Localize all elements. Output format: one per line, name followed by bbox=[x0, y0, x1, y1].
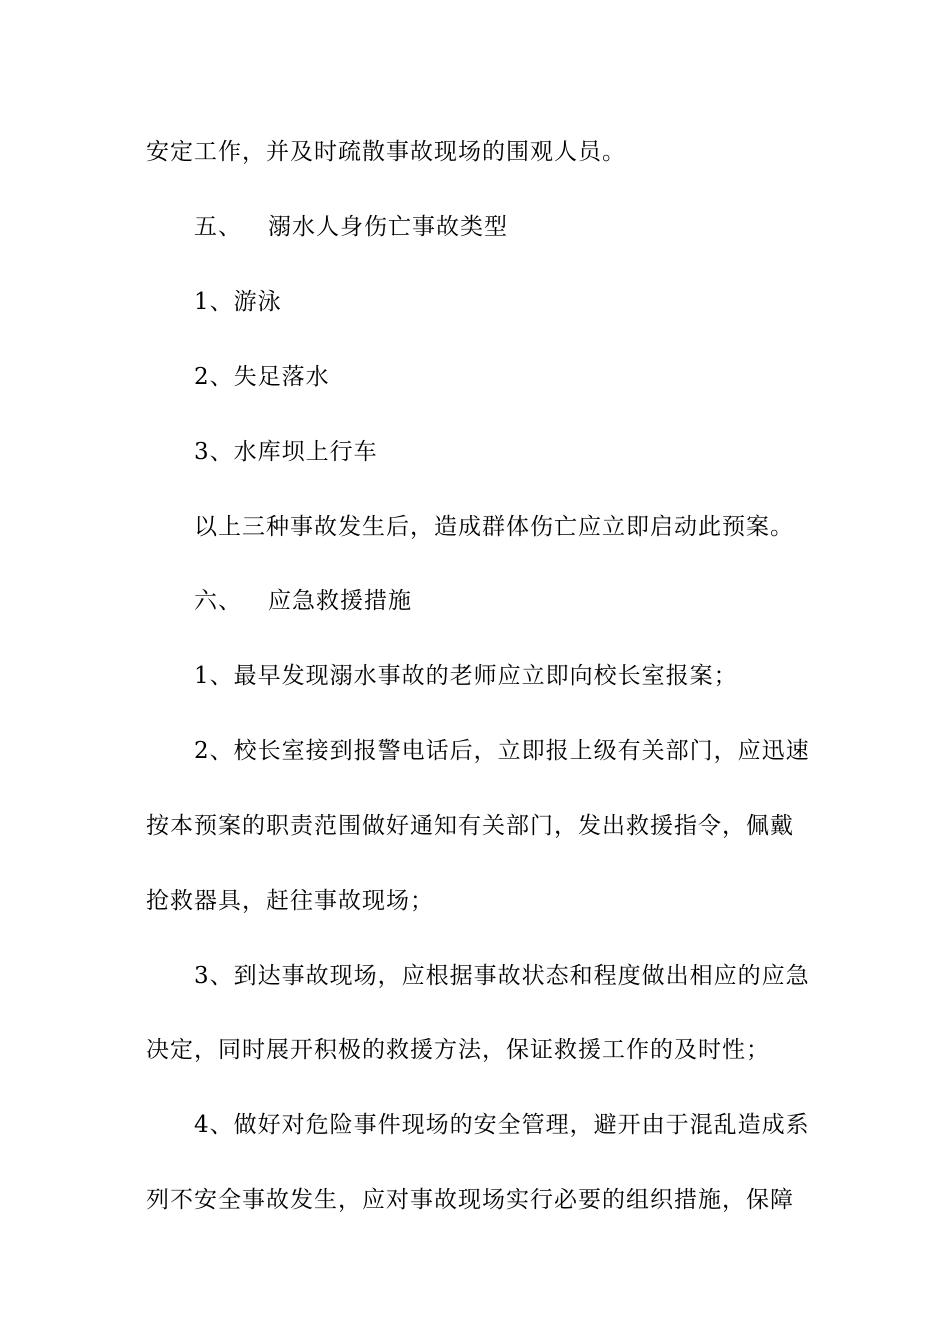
list-item: 3、水库坝上行车 bbox=[194, 439, 378, 465]
section-number: 五、 bbox=[194, 214, 242, 240]
section-number: 六、 bbox=[194, 588, 242, 614]
list-item: 1、游泳 bbox=[194, 289, 282, 315]
list-item: 2、失足落水 bbox=[194, 364, 330, 390]
paragraph-line: 以上三种事故发生后，造成群体伤亡应立即启动此预案。 bbox=[194, 514, 794, 540]
list-item: 3、到达事故现场，应根据事故状态和程度做出相应的应急 bbox=[194, 963, 810, 989]
paragraph-line: 安定工作，并及时疏散事故现场的围观人员。 bbox=[146, 139, 626, 165]
list-item: 1、最早发现溺水事故的老师应立即向校长室报案； bbox=[194, 663, 738, 689]
section-heading-6 bbox=[194, 586, 412, 616]
paragraph-line: 决定，同时展开积极的救援方法，保证救援工作的及时性； bbox=[146, 1037, 770, 1063]
list-item: 4、做好对危险事件现场的安全管理，避开由于混乱造成系 bbox=[194, 1112, 810, 1138]
section-title: 应急救援措施 bbox=[268, 588, 412, 614]
paragraph-line: 抢救器具，赶往事故现场； bbox=[146, 888, 434, 914]
section-title: 溺水人身伤亡事故类型 bbox=[268, 214, 508, 240]
list-item: 2、校长室接到报警电话后，立即报上级有关部门，应迅速 bbox=[194, 738, 810, 764]
paragraph-line: 按本预案的职责范围做好通知有关部门，发出救援指令，佩戴 bbox=[146, 813, 794, 839]
paragraph-line: 列不安全事故发生，应对事故现场实行必要的组织措施，保障 bbox=[146, 1187, 794, 1213]
section-heading-5 bbox=[194, 212, 508, 242]
